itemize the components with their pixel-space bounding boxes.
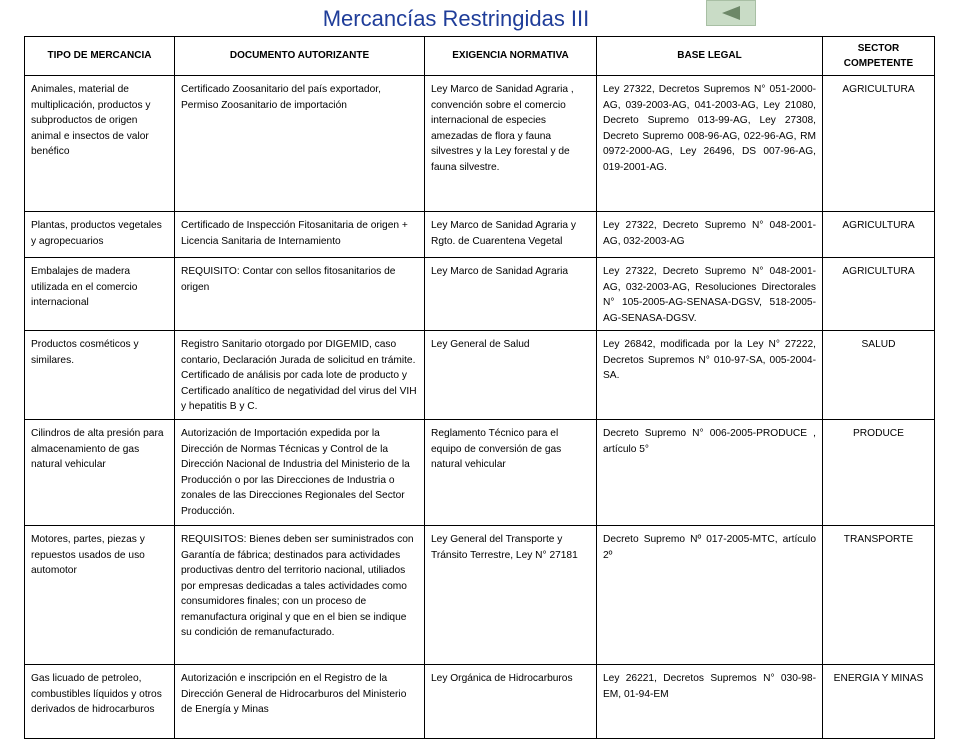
back-button[interactable] [706, 0, 756, 26]
cell-exigencia-normativa: Ley General del Transporte y Tránsito Terrestre, Ley N° 27181 [425, 526, 597, 665]
cell-sector-competente: AGRICULTURA [823, 76, 935, 212]
cell-base-legal: Decreto Supremo Nº 017-2005-MTC, artículo 2º [597, 526, 823, 665]
cell-base-legal: Ley 27322, Decretos Supremos N° 051-2000-AG, 039-2003-AG, 041-2003-AG, Ley 21080, Decreto Supremo 013-99-AG, Ley 27308, Decreto Supremo 008-96-AG, 022-96-AG, RM 0972-2000-AG, Ley 26496, DS 007-96-AG, 019-2001-AG. [597, 76, 823, 212]
cell-tipo-mercancia: Animales, material de multiplicación, productos y subproductos de origen animal e insectos de valor benéfico [25, 76, 175, 212]
table-header-row [25, 37, 935, 76]
table-row [25, 665, 935, 739]
table-row [25, 258, 935, 331]
cell-documento-autorizante: REQUISITOS: Bienes deben ser suministrados con Garantía de fábrica; destinados para actividades productivas dentro del territorio nacional, utiliados por empresas dedicadas a tales actividades como consumidores finales; con un proceso de remanufactura original y que en el bien se indique su condición de remanufacturado. [175, 526, 425, 665]
header-documento-autorizante: DOCUMENTO AUTORIZANTE [175, 37, 425, 76]
table-row [25, 526, 935, 665]
cell-tipo-mercancia: Embalajes de madera utilizada en el comercio internacional [25, 258, 175, 331]
cell-tipo-mercancia: Cilindros de alta presión para almacenamiento de gas natural vehicular [25, 420, 175, 526]
cell-exigencia-normativa: Ley Marco de Sanidad Agraria [425, 258, 597, 331]
header-base-legal: BASE LEGAL [597, 37, 823, 76]
cell-sector-competente: PRODUCE [823, 420, 935, 526]
header-tipo-mercancia: TIPO DE MERCANCIA [25, 37, 175, 76]
cell-base-legal: Ley 26842, modificada por la Ley N° 27222, Decretos Supremos N° 010-97-SA, 005-2004-SA. [597, 331, 823, 420]
cell-sector-competente: AGRICULTURA [823, 212, 935, 258]
cell-sector-competente: SALUD [823, 331, 935, 420]
table-row [25, 331, 935, 420]
cell-base-legal: Ley 26221, Decretos Supremos N° 030-98-EM, 01-94-EM [597, 665, 823, 739]
cell-sector-competente: TRANSPORTE [823, 526, 935, 665]
restrictions-table [24, 36, 935, 739]
cell-sector-competente: AGRICULTURA [823, 258, 935, 331]
cell-exigencia-normativa: Ley General de Salud [425, 331, 597, 420]
cell-sector-competente: ENERGIA Y MINAS [823, 665, 935, 739]
cell-documento-autorizante: Registro Sanitario otorgado por DIGEMID, caso contario, Declaración Jurada de solicitud en trámite. Certificado de análisis por cada lote de producto y Certificado analítico de negatividad del virus del VIH y hepatitis B y C. [175, 331, 425, 420]
cell-exigencia-normativa: Reglamento Técnico para el equipo de conversión de gas natural vehicular [425, 420, 597, 526]
table-row [25, 420, 935, 526]
cell-documento-autorizante: REQUISITO: Contar con sellos fitosanitarios de origen [175, 258, 425, 331]
table-row [25, 76, 935, 212]
cell-exigencia-normativa: Ley Marco de Sanidad Agraria , convención sobre el comercio internacional de especies amezadas de flora y fauna silvestres y la Ley forestal y de fauna silvestre. [425, 76, 597, 212]
page-title: Mercancías Restringidas III [322, 6, 590, 31]
cell-tipo-mercancia: Productos cosméticos y similares. [25, 331, 175, 420]
table-row [25, 212, 935, 258]
cell-base-legal: Ley 27322, Decreto Supremo N° 048-2001-AG, 032-2003-AG, Resoluciones Directorales N° 105-2005-AG-SENASA-DGSV, 518-2005-AG-SENASA-DGSV. [597, 258, 823, 331]
cell-tipo-mercancia: Plantas, productos vegetales y agropecuarios [25, 212, 175, 258]
cell-base-legal: Ley 27322, Decreto Supremo N° 048-2001-AG, 032-2003-AG [597, 212, 823, 258]
cell-exigencia-normativa: Ley Marco de Sanidad Agraria y Rgto. de Cuarentena Vegetal [425, 212, 597, 258]
cell-exigencia-normativa: Ley Orgánica de Hidrocarburos [425, 665, 597, 739]
cell-tipo-mercancia: Gas licuado de petroleo, combustibles líquidos y otros derivados de hidrocarburos [25, 665, 175, 739]
cell-documento-autorizante: Certificado Zoosanitario del país exportador, Permiso Zoosanitario de importación [175, 76, 425, 212]
header-sector-competente: SECTOR COMPETENTE [823, 37, 935, 76]
header-exigencia-normativa: EXIGENCIA NORMATIVA [425, 37, 597, 76]
cell-documento-autorizante: Autorización de Importación expedida por la Dirección de Normas Técnicas y Control de la Dirección Nacional de Industria del Ministerio de la Producción o por las Direcciones de Industria o zonales de las Direcciones Regionales del Sector Producción. [175, 420, 425, 526]
triangle-left-icon [720, 5, 742, 21]
cell-documento-autorizante: Certificado de Inspección Fitosanitaria de origen + Licencia Sanitaria de Internamiento [175, 212, 425, 258]
cell-base-legal: Decreto Supremo N° 006-2005-PRODUCE , artículo 5° [597, 420, 823, 526]
cell-documento-autorizante: Autorización e inscripción en el Registro de la Dirección General de Hidrocarburos del Ministerio de Energía y Minas [175, 665, 425, 739]
cell-tipo-mercancia: Motores, partes, piezas y repuestos usados de uso automotor [25, 526, 175, 665]
